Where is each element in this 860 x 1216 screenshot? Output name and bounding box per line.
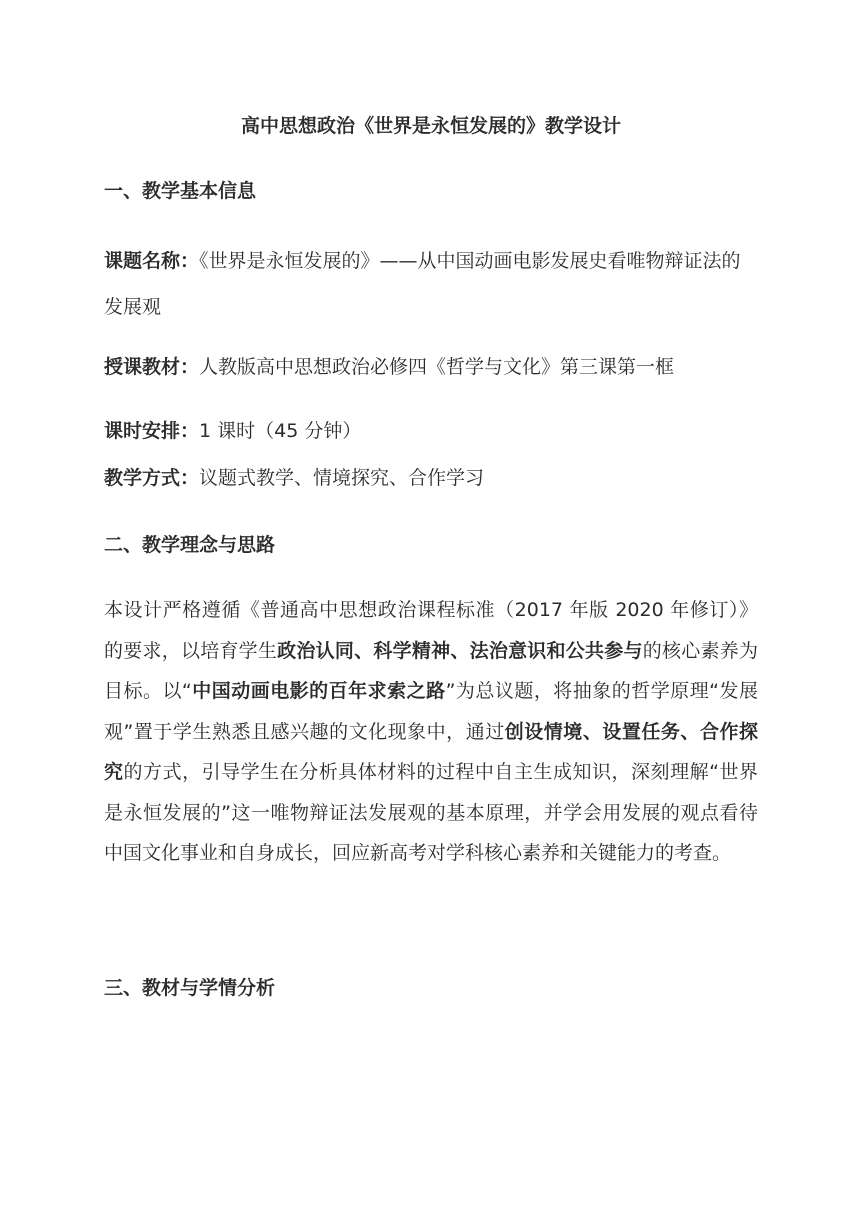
topic-label: 课题名称： bbox=[104, 250, 200, 272]
paragraph-text-4: 的方式，引导学生在分析具体材料的过程中自主生成知识，深刻理解“世界是永恒发展的”这一唯物辩证法发展观的基本原理，并学会用发展的观点看待中国文化事业和自身成长，回应新高考对学科核心素养和关键能力的考查。 bbox=[104, 761, 758, 864]
method-value: 议题式教学、情境探究、合作学习 bbox=[199, 467, 485, 489]
textbook-label: 授课教材： bbox=[104, 356, 200, 378]
method-line bbox=[104, 460, 758, 497]
paragraph-text-1: 本设计严格遵循《普通高中思想政治课程标准（2017 年版 2020 年修订）》的要求，以培育学生 bbox=[104, 599, 758, 662]
schedule-label: 课时安排： bbox=[104, 420, 200, 442]
schedule-line bbox=[104, 413, 758, 450]
section-3-heading: 三、教材与学情分析 bbox=[104, 977, 276, 999]
textbook-value: 人教版高中思想政治必修四《哲学与文化》第三课第一框 bbox=[199, 356, 675, 378]
section-2-paragraph bbox=[104, 590, 758, 874]
section-2-heading: 二、教学理念与思路 bbox=[104, 534, 276, 556]
paragraph-bold-2: 中国动画电影的百年求索之路 bbox=[191, 680, 446, 702]
paragraph-text-3: ”为总议题，将抽象的哲学原理“发展观”置于学生熟悉且感兴趣的文化现象中，通过 bbox=[104, 680, 758, 743]
section-1-heading: 一、教学基本信息 bbox=[104, 180, 257, 202]
method-label: 教学方式： bbox=[104, 467, 200, 489]
schedule-value: 1 课时（45 分钟） bbox=[199, 420, 362, 442]
paragraph-text-2: 的核心素养为目标。以“ bbox=[104, 639, 758, 702]
topic-line bbox=[104, 238, 758, 330]
paragraph-bold-3: 创设情境、设置任务、合作探究 bbox=[104, 720, 758, 783]
textbook-line bbox=[104, 349, 758, 386]
paragraph-bold-1: 政治认同、科学精神、法治意识和公共参与 bbox=[277, 639, 643, 662]
topic-value: 《世界是永恒发展的》——从中国动画电影发展史看唯物辩证法的发展观 bbox=[104, 250, 741, 318]
document-title: 高中思想政治《世界是永恒发展的》教学设计 bbox=[240, 115, 621, 137]
